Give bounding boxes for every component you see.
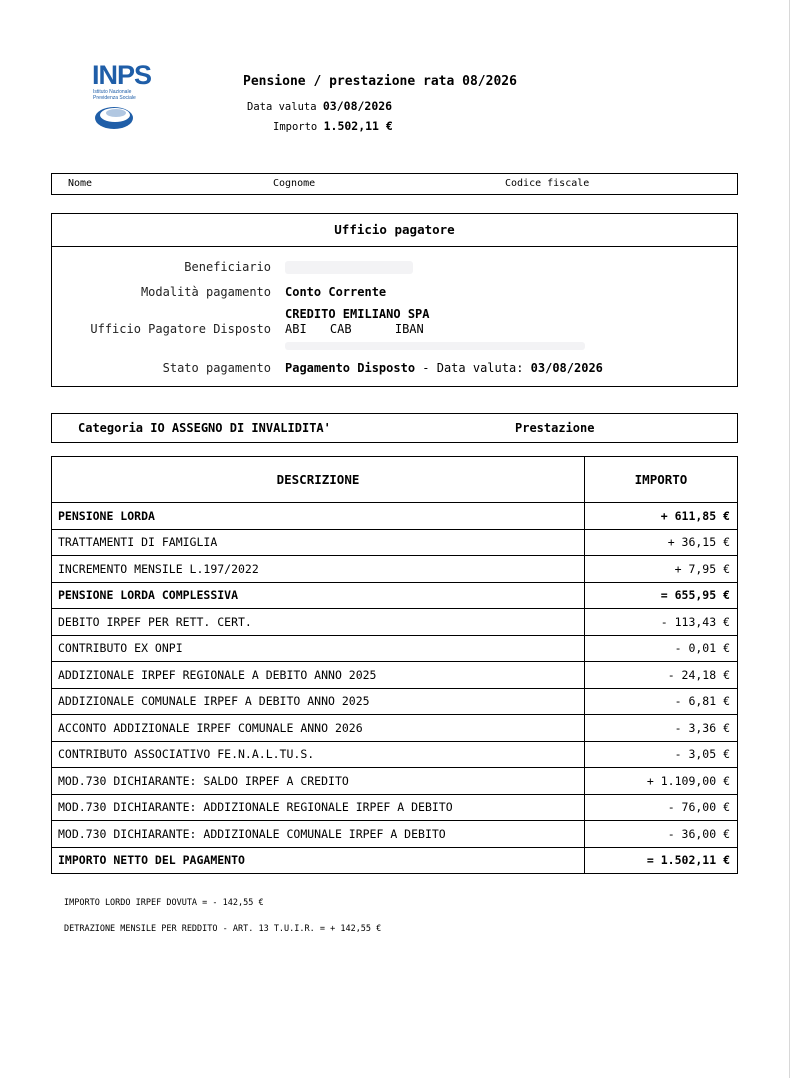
row-importo: - 76,00 €: [585, 794, 738, 821]
row-descrizione: CONTRIBUTO ASSOCIATIVO FE.N.A.L.TU.S.: [52, 741, 585, 768]
row-importo: + 611,85 €: [585, 503, 738, 530]
row-importo: - 24,18 €: [585, 662, 738, 689]
data-valuta-line: [247, 99, 392, 113]
categoria-bar: [51, 413, 738, 443]
document-title: Pensione / prestazione rata 08/2026: [243, 74, 517, 89]
logo-subtitle-line: Istituto Nazionale: [93, 89, 132, 95]
row-descrizione: CONTRIBUTO EX ONPI: [52, 635, 585, 662]
row-importo: + 7,95 €: [585, 556, 738, 583]
table-row: [52, 582, 738, 609]
col-importo: IMPORTO: [585, 457, 738, 503]
table-row: [52, 529, 738, 556]
stato-value: Pagamento Disposto: [285, 361, 416, 375]
codice-fiscale-label: Codice fiscale: [505, 178, 590, 189]
data-valuta-value: 03/08/2026: [322, 99, 393, 113]
stato-line: [285, 361, 603, 375]
ufficio-disposto-label: Ufficio Pagatore Disposto: [90, 322, 271, 336]
banca-name: CREDITO EMILIANO SPA: [285, 307, 430, 321]
cognome-label: Cognome: [273, 178, 316, 189]
ufficio-title: Ufficio pagatore: [52, 214, 737, 247]
importi-table: [51, 456, 738, 874]
stato-data: 03/08/2026: [530, 361, 603, 375]
row-descrizione: MOD.730 DICHIARANTE: ADDIZIONALE REGIONALE IRPEF A DEBITO: [52, 794, 585, 821]
bank-codes-redacted: [285, 339, 585, 353]
row-importo: - 3,05 €: [585, 741, 738, 768]
cab-label: CAB: [329, 322, 352, 336]
importo-value: 1.502,11 €: [323, 119, 393, 133]
importo-line: [273, 119, 393, 133]
table-row: [52, 768, 738, 795]
row-importo: + 36,15 €: [585, 529, 738, 556]
table-row: [52, 609, 738, 636]
row-descrizione: INCREMENTO MENSILE L.197/2022: [52, 556, 585, 583]
row-importo: - 3,36 €: [585, 715, 738, 742]
categoria-label: Categoria IO ASSEGNO DI INVALIDITA': [78, 421, 331, 435]
row-importo: - 0,01 €: [585, 635, 738, 662]
row-descrizione: DEBITO IRPEF PER RETT. CERT.: [52, 609, 585, 636]
page-edge: [789, 0, 790, 1078]
note-detrazione: DETRAZIONE MENSILE PER REDDITO - ART. 13 T.U.I.R. = + 142,55 €: [64, 924, 382, 934]
stato-label: Stato pagamento: [162, 361, 271, 375]
logo-subtitle: [93, 89, 153, 101]
table-row: [52, 715, 738, 742]
iban-label: IBAN: [394, 322, 424, 336]
table-row: [52, 847, 738, 874]
row-descrizione: PENSIONE LORDA COMPLESSIVA: [52, 582, 585, 609]
note-irpef-lorda: IMPORTO LORDO IRPEF DOVUTA = - 142,55 €: [64, 898, 264, 908]
row-descrizione: ADDIZIONALE COMUNALE IRPEF A DEBITO ANNO 2025: [52, 688, 585, 715]
modalita-label: Modalità pagamento: [140, 285, 271, 299]
table-row: [52, 503, 738, 530]
row-descrizione: MOD.730 DICHIARANTE: ADDIZIONALE COMUNALE IRPEF A DEBITO: [52, 821, 585, 848]
table-row: [52, 662, 738, 689]
col-descrizione: DESCRIZIONE: [52, 457, 585, 503]
table-row: [52, 741, 738, 768]
row-descrizione: TRATTAMENTI DI FAMIGLIA: [52, 529, 585, 556]
table-body: [52, 503, 738, 874]
prestazione-label: Prestazione: [515, 421, 595, 435]
logo-mark-icon: [94, 104, 134, 130]
data-valuta-label: Data valuta: [247, 101, 317, 113]
row-importo: + 1.109,00 €: [585, 768, 738, 795]
ufficio-pagatore-box: [51, 213, 738, 387]
bank-codes: [285, 322, 424, 336]
modalita-value: Conto Corrente: [285, 285, 387, 299]
row-importo: = 655,95 €: [585, 582, 738, 609]
abi-label: ABI: [285, 322, 307, 336]
nome-label: Nome: [68, 178, 93, 189]
row-descrizione: ADDIZIONALE IRPEF REGIONALE A DEBITO ANNO 2025: [52, 662, 585, 689]
row-descrizione: PENSIONE LORDA: [52, 503, 585, 530]
importo-label: Importo: [273, 121, 318, 133]
logo-subtitle-line: Previdenza Sociale: [93, 95, 136, 101]
table-row: [52, 821, 738, 848]
table-row: [52, 794, 738, 821]
table-row: [52, 688, 738, 715]
logo-text: INPS: [92, 60, 152, 90]
row-importo: = 1.502,11 €: [585, 847, 738, 874]
row-importo: - 36,00 €: [585, 821, 738, 848]
stato-separator: - Data valuta:: [415, 361, 531, 375]
person-bar: [51, 173, 738, 195]
row-descrizione: ACCONTO ADDIZIONALE IRPEF COMUNALE ANNO 2026: [52, 715, 585, 742]
inps-logo: [88, 60, 152, 134]
table-row: [52, 635, 738, 662]
row-importo: - 113,43 €: [585, 609, 738, 636]
table-row: [52, 556, 738, 583]
beneficiario-redacted: [285, 261, 413, 277]
row-importo: - 6,81 €: [585, 688, 738, 715]
beneficiario-label: Beneficiario: [184, 260, 271, 274]
row-descrizione: MOD.730 DICHIARANTE: SALDO IRPEF A CREDITO: [52, 768, 585, 795]
row-descrizione: IMPORTO NETTO DEL PAGAMENTO: [58, 853, 245, 868]
table-header-row: [52, 457, 738, 503]
